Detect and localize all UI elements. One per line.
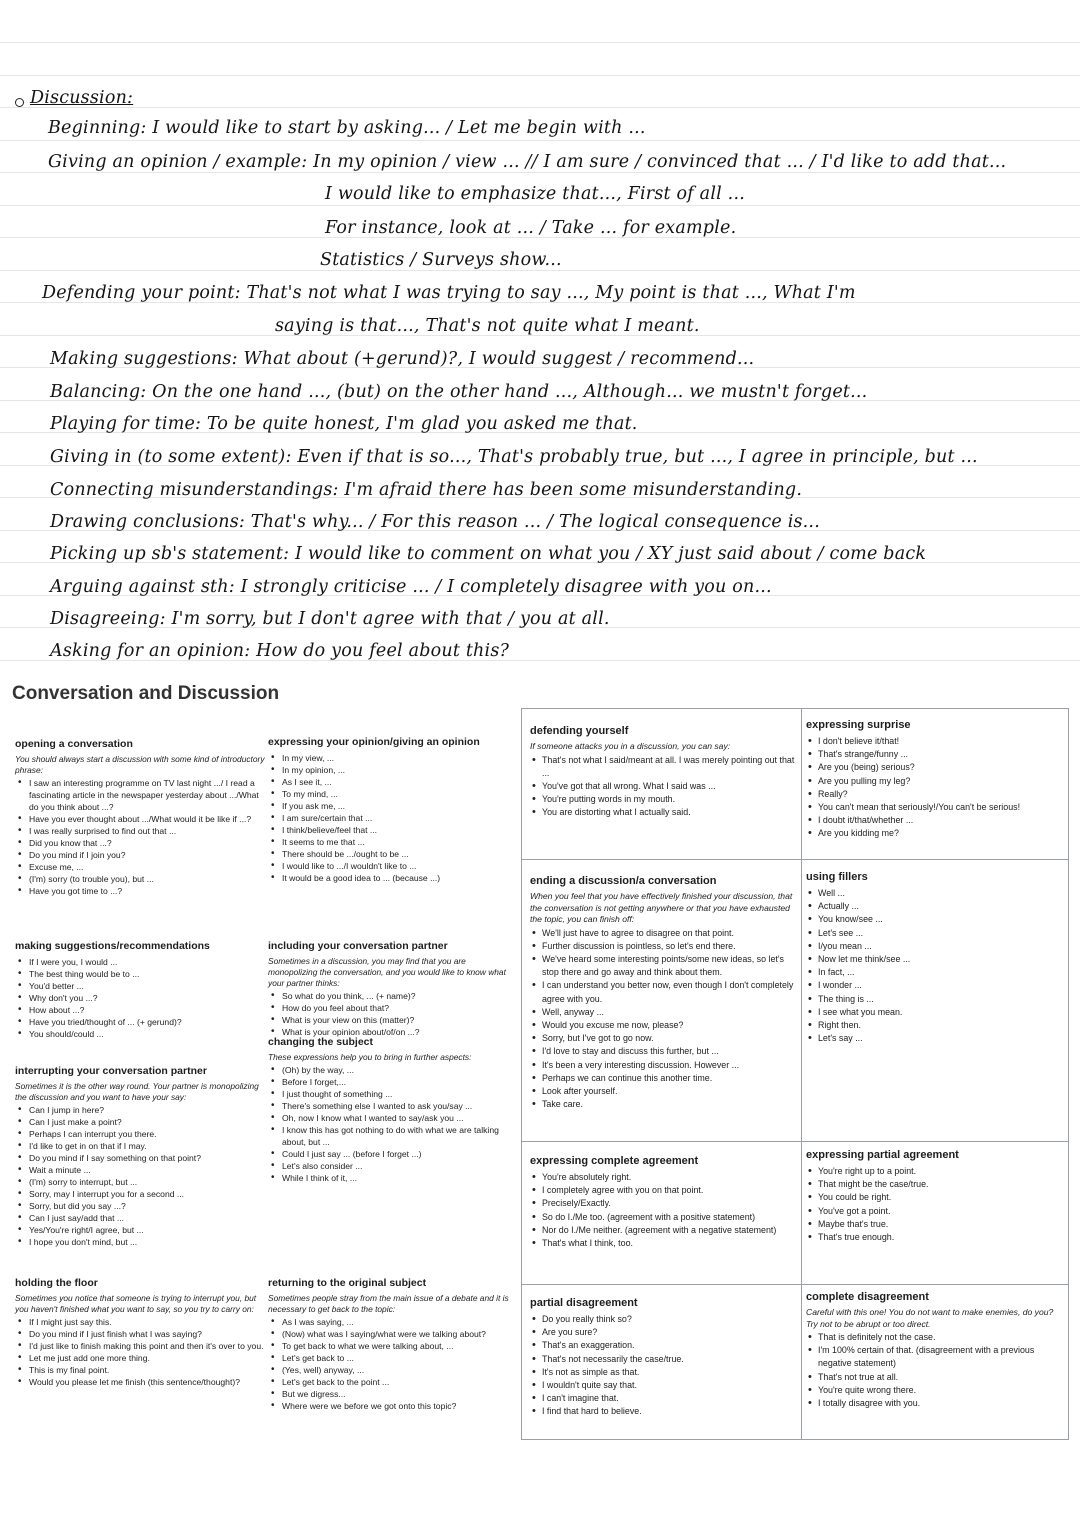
section-intro: If someone attacks you in a discussion, you can say:	[530, 741, 731, 751]
note-text: To be quite honest, I'm glad you asked me that.	[206, 414, 638, 434]
section-title: opening a conversation	[15, 738, 133, 750]
phrase-item: • What is your view on this (matter)?	[282, 1014, 516, 1026]
phrase-item: • Excuse me, ...	[29, 861, 265, 873]
phrase-item: • Why don't you ...?	[29, 992, 265, 1004]
section-intro: Careful with this one! You do not want to make enemies, do you? Try not to be abrupt or too direct.	[806, 1307, 1054, 1329]
section-holding	[15, 1277, 268, 1388]
section-changing	[268, 1036, 516, 1184]
note-line	[50, 414, 638, 434]
phrase-item: • Perhaps we can continue this another time.	[542, 1072, 796, 1085]
ruled-line	[0, 75, 1080, 76]
section-title: interrupting your conversation partner	[15, 1065, 207, 1077]
phrase-item: • You're putting words in my mouth.	[542, 793, 796, 806]
note-label: Giving in (to some extent):	[50, 447, 292, 467]
note-line	[50, 382, 867, 402]
phrase-item: • But we digress...	[282, 1388, 516, 1400]
note-line	[50, 480, 802, 500]
phrase-item: • Did you know that ...?	[29, 837, 265, 849]
phrase-item: • That's not what I said/meant at all. I was merely pointing out that ...	[542, 754, 796, 780]
ruled-line	[0, 172, 1080, 173]
bullet-dot-icon	[15, 98, 24, 107]
phrase-item: • That's an exaggeration.	[542, 1339, 796, 1352]
phrase-item: • Sorry, but did you say ...?	[29, 1200, 265, 1212]
phrase-item: • How do you feel about that?	[282, 1002, 516, 1014]
note-text: Statistics / Surveys show...	[320, 250, 562, 270]
phrase-item: • Wait a minute ...	[29, 1164, 265, 1176]
phrase-item: • Let's also consider ...	[282, 1160, 516, 1172]
phrase-item: • Where were we before we got onto this topic?	[282, 1400, 516, 1412]
notes-heading: Discussion:	[30, 88, 134, 108]
phrase-item: • In my view, ...	[282, 752, 516, 764]
phrase-item: • While I think of it, ...	[282, 1172, 516, 1184]
phrase-item: • If I might just say this.	[29, 1316, 268, 1328]
phrase-item: • In fact, ...	[818, 966, 1064, 979]
phrase-item: • It seems to me that ...	[282, 836, 516, 848]
section-opening	[15, 738, 265, 897]
note-text: I would like to emphasize that..., First of all ...	[325, 184, 745, 204]
note-label: Balancing:	[50, 382, 147, 402]
section-intro: When you feel that you have effectively finished your discussion, that the conversation is not getting anywhere or that you have exhausted the topic, you can finish off:	[530, 891, 793, 924]
phrase-item: • You've got a point.	[818, 1205, 1064, 1218]
phrase-list	[530, 1171, 796, 1250]
phrase-list	[530, 1313, 796, 1419]
phrase-item: • I totally disagree with you.	[818, 1397, 1064, 1410]
phrase-item: • Let's say ...	[818, 1032, 1064, 1045]
phrase-list	[806, 735, 1064, 841]
phrase-item: • Right then.	[818, 1019, 1064, 1032]
section-partial-agreement	[806, 1149, 1064, 1244]
phrase-item: • It's not as simple as that.	[542, 1366, 796, 1379]
phrase-item: • I completely agree with you on that point.	[542, 1184, 796, 1197]
section-expressing-opinion	[268, 736, 516, 884]
phrase-item: • Can I just make a point?	[29, 1116, 265, 1128]
phrase-item: • We've heard some interesting points/some new ideas, so let's stop there and go away and think about them.	[542, 953, 796, 979]
phrase-item: • You've got that all wrong. What I said was ...	[542, 780, 796, 793]
section-complete-disagreement	[806, 1291, 1064, 1410]
ruled-line	[0, 270, 1080, 271]
note-text: I'm afraid there has been some misunderstanding.	[344, 480, 803, 500]
section-intro: You should always start a discussion with some kind of introductory phrase:	[15, 754, 265, 775]
section-including	[268, 940, 516, 1038]
note-text: That's not what I was trying to say ..., My point is that ..., What I'm	[246, 283, 856, 303]
phrase-item: • That's not necessarily the case/true.	[542, 1353, 796, 1366]
phrase-item: • Take care.	[542, 1098, 796, 1111]
section-defending	[530, 725, 796, 820]
phrase-item: • Well ...	[818, 887, 1064, 900]
section-intro: Sometimes in a discussion, you may find that you are monopolizing the conversation, and you would like to know what your partner thinks:	[268, 956, 506, 988]
phrase-item: • (Now) what was I saying/what were we talking about?	[282, 1328, 516, 1340]
note-label: Picking up sb's statement:	[50, 544, 290, 564]
phrase-item: • I was really surprised to find out that ...	[29, 825, 265, 837]
phrase-item: • Really?	[818, 788, 1064, 801]
phrase-list	[15, 777, 265, 897]
phrase-item: • Let's get back to ...	[282, 1352, 516, 1364]
phrase-item: • I just thought of something ...	[282, 1088, 516, 1100]
section-title: defending yourself	[530, 725, 629, 737]
phrase-item: • That's strange/funny ...	[818, 748, 1064, 761]
phrase-list	[530, 927, 796, 1112]
note-text: In my opinion / view ... // I am sure / convinced that ... / I'd like to add that...	[313, 152, 1007, 172]
phrase-item: • That's true enough.	[818, 1231, 1064, 1244]
phrase-item: • Well, anyway ...	[542, 1006, 796, 1019]
phrase-item: • (Oh) by the way, ...	[282, 1064, 516, 1076]
section-intro: Sometimes it is the other way round. Your partner is monopolizing the discussion and you want to have your say:	[15, 1081, 259, 1102]
phrase-item: • Do you mind if I say something on that point?	[29, 1152, 265, 1164]
note-line	[320, 250, 562, 270]
phrase-item: • How about ...?	[29, 1004, 265, 1016]
phrase-item: • You are distorting what I actually said.	[542, 806, 796, 819]
phrase-item: • Nor do I./Me neither. (agreement with a negative statement)	[542, 1224, 796, 1237]
section-title: expressing surprise	[806, 719, 911, 731]
phrase-item: • Sorry, but I've got to go now.	[542, 1032, 796, 1045]
phrase-list	[268, 1064, 516, 1184]
phrase-list	[268, 1316, 516, 1412]
phrase-item: • Do you mind if I join you?	[29, 849, 265, 861]
note-text: How do you feel about this?	[256, 641, 510, 661]
phrase-item: • I don't believe it/that!	[818, 735, 1064, 748]
phrase-item: • In my opinion, ...	[282, 764, 516, 776]
phrase-item: • I find that hard to believe.	[542, 1405, 796, 1418]
phrase-item: • That might be the case/true.	[818, 1178, 1064, 1191]
phrase-item: • Could I just say ... (before I forget ...)	[282, 1148, 516, 1160]
phrase-item: • Have you got time to ...?	[29, 885, 265, 897]
phrase-item: • (Yes, well) anyway, ...	[282, 1364, 516, 1376]
note-text: What about (+gerund)?, I would suggest / recommend...	[243, 349, 755, 369]
section-title: using fillers	[806, 871, 868, 883]
phrase-item: • I can understand you better now, even though I don't completely agree with you.	[542, 979, 796, 1005]
note-label: Making suggestions:	[50, 349, 238, 369]
phrase-item: • I'm 100% certain of that. (disagreement with a previous negative statement)	[818, 1344, 1064, 1370]
note-label: Playing for time:	[50, 414, 202, 434]
note-line	[50, 349, 754, 369]
section-title: expressing partial agreement	[806, 1149, 959, 1161]
note-label: Giving an opinion / example:	[48, 152, 308, 172]
note-label: Beginning:	[48, 118, 147, 138]
phrase-item: • Now let me think/see ...	[818, 953, 1064, 966]
section-complete-agreement	[530, 1155, 796, 1250]
phrase-item: • It would be a good idea to ... (because ...)	[282, 872, 516, 884]
phrase-item: • The thing is ...	[818, 993, 1064, 1006]
phrase-item: • To get back to what we were talking about, ...	[282, 1340, 516, 1352]
note-line	[50, 544, 926, 564]
section-fillers	[806, 871, 1064, 1045]
phrase-item: • You'd better ...	[29, 980, 265, 992]
section-title: expressing complete agreement	[530, 1155, 699, 1167]
phrase-list	[530, 754, 796, 820]
section-interrupting	[15, 1065, 265, 1248]
phrase-item: • I would like to .../I wouldn't like to ...	[282, 860, 516, 872]
phrase-item: • That is definitely not the case.	[818, 1331, 1064, 1344]
ruled-line	[0, 205, 1080, 206]
note-line	[275, 316, 700, 336]
phrase-item: • We'll just have to agree to disagree on that point.	[542, 927, 796, 940]
note-label: Connecting misunderstandings:	[50, 480, 339, 500]
phrase-item: • Actually ...	[818, 900, 1064, 913]
note-text: Even if that is so..., That's probably true, but ..., I agree in principle, but ...	[297, 447, 978, 467]
note-label: Defending your point:	[42, 283, 241, 303]
handwritten-notes	[0, 0, 1080, 680]
phrase-item: • So do I./Me too. (agreement with a positive statement)	[542, 1211, 796, 1224]
phrase-item: • I saw an interesting programme on TV last night .../ I read a fascinating article in the newspaper yesterday about .../What do you think about ...?	[29, 777, 265, 813]
phrase-item: • Have you tried/thought of ... (+ gerund)?	[29, 1016, 265, 1028]
phrase-item: • There should be .../ought to be ...	[282, 848, 516, 860]
note-line	[48, 152, 1006, 172]
phrase-item: • You're absolutely right.	[542, 1171, 796, 1184]
section-title: returning to the original subject	[268, 1277, 427, 1289]
phrase-item: • I wouldn't quite say that.	[542, 1379, 796, 1392]
phrase-item: • There's something else I wanted to ask you/say ...	[282, 1100, 516, 1112]
phrase-item: • If I were you, I would ...	[29, 956, 265, 968]
phrase-item: • Precisely/Exactly.	[542, 1197, 796, 1210]
phrase-item: • To my mind, ...	[282, 788, 516, 800]
note-line	[50, 447, 978, 467]
phrase-item: • I think/believe/feel that ...	[282, 824, 516, 836]
phrase-list	[268, 752, 516, 884]
phrase-item: • The best thing would be to ...	[29, 968, 265, 980]
divider	[522, 859, 1068, 860]
note-text: I would like to start by asking... / Let me begin with ...	[152, 118, 646, 138]
note-line	[50, 512, 820, 532]
section-title: changing the subject	[268, 1036, 374, 1048]
phrase-item: • Maybe that's true.	[818, 1218, 1064, 1231]
phrase-item: • As I see it, ...	[282, 776, 516, 788]
phrase-item: • It's been a very interesting discussion. However ...	[542, 1059, 796, 1072]
phrase-item: • You're quite wrong there.	[818, 1384, 1064, 1397]
phrase-list	[268, 990, 516, 1038]
section-intro: Sometimes people stray from the main issue of a debate and it is necessary to get back to the topic:	[268, 1293, 509, 1314]
note-text: On the one hand ..., (but) on the other hand ..., Although... we mustn't forget...	[152, 382, 868, 402]
phrase-item: • What is your opinion about/of/on ...?	[282, 1026, 516, 1038]
ruled-line	[0, 107, 1080, 108]
note-label: Arguing against sth:	[50, 577, 235, 597]
section-intro: Sometimes you notice that someone is trying to interrupt you, but you haven't finished what you want to say, so you try to carry on:	[15, 1293, 257, 1314]
note-text: I would like to comment on what you / XY just said about / come back	[294, 544, 927, 564]
note-line	[50, 641, 509, 661]
phrase-item: • I doubt it/that/whether ...	[818, 814, 1064, 827]
phrase-item: • You're right up to a point.	[818, 1165, 1064, 1178]
section-title: making suggestions/recommendations	[15, 940, 210, 952]
section-title: partial disagreement	[530, 1297, 638, 1309]
section-ending	[530, 875, 796, 1111]
phrase-item: • Do you mind if I just finish what I was saying?	[29, 1328, 268, 1340]
section-title: ending a discussion/a conversation	[530, 875, 717, 887]
phrase-item: • Let's see ...	[818, 927, 1064, 940]
note-label: Disagreeing:	[50, 609, 166, 629]
note-line	[50, 577, 772, 597]
section-returning	[268, 1277, 516, 1412]
phrase-item: • You could be right.	[818, 1191, 1064, 1204]
phrase-item: • (I'm) sorry (to trouble you), but ...	[29, 873, 265, 885]
phrase-item: • I can't imagine that.	[542, 1392, 796, 1405]
divider	[801, 709, 802, 1439]
phrase-item: • Are you kidding me?	[818, 827, 1064, 840]
section-title: complete disagreement	[806, 1291, 929, 1303]
section-title: holding the floor	[15, 1277, 98, 1289]
phrase-item: • Further discussion is pointless, so let's end there.	[542, 940, 796, 953]
note-line	[50, 609, 610, 629]
phrase-item: • That's what I think, too.	[542, 1237, 796, 1250]
phrase-item: • Do you really think so?	[542, 1313, 796, 1326]
phrase-item: • You should/could ...	[29, 1028, 265, 1040]
phrase-item: • That's not true at all.	[818, 1371, 1064, 1384]
phrase-item: • Are you sure?	[542, 1326, 796, 1339]
phrase-item: • You can't mean that seriously!/You can't be serious!	[818, 801, 1064, 814]
ruled-line	[0, 42, 1080, 43]
note-label: Asking for an opinion:	[50, 641, 251, 661]
phrase-item: • Yes/You're right/I agree, but ...	[29, 1224, 265, 1236]
section-suggestions	[15, 940, 265, 1040]
note-line	[48, 118, 646, 138]
phrase-item: • If you ask me, ...	[282, 800, 516, 812]
phrase-list	[15, 1316, 268, 1388]
phrase-item: • So what do you think, ... (+ name)?	[282, 990, 516, 1002]
note-line	[325, 218, 736, 238]
sheet-title: Conversation and Discussion	[12, 683, 280, 704]
right-box	[521, 708, 1069, 1440]
phrase-item: • Oh, now I know what I wanted to say/ask you ...	[282, 1112, 516, 1124]
phrase-item: • Are you pulling my leg?	[818, 775, 1064, 788]
section-partial-disagreement	[530, 1297, 796, 1419]
phrase-list	[15, 956, 265, 1040]
phrase-item: • I/you mean ...	[818, 940, 1064, 953]
phrase-item: • Can I just say/add that ...	[29, 1212, 265, 1224]
note-line	[325, 184, 745, 204]
phrase-item: • I am sure/certain that ...	[282, 812, 516, 824]
phrase-item: • I'd love to stay and discuss this further, but ...	[542, 1045, 796, 1058]
phrase-item: • I'd like to get in on that if I may.	[29, 1140, 265, 1152]
ruled-line	[0, 140, 1080, 141]
note-label: Drawing conclusions:	[50, 512, 245, 532]
phrase-item: • (I'm) sorry to interrupt, but ...	[29, 1176, 265, 1188]
phrase-item: • I hope you don't mind, but ...	[29, 1236, 265, 1248]
phrase-item: • I'd just like to finish making this point and then it's over to you.	[29, 1340, 268, 1352]
phrase-item: • Can I jump in here?	[29, 1104, 265, 1116]
phrase-item: • I know this has got nothing to do with what we are talking about, but ...	[282, 1124, 516, 1148]
phrase-item: • As I was saying, ...	[282, 1316, 516, 1328]
note-text: saying is that..., That's not quite what I meant.	[275, 316, 700, 336]
phrase-item: • You know/see ...	[818, 913, 1064, 926]
phrase-item: • Would you please let me finish (this sentence/thought)?	[29, 1376, 268, 1388]
note-text: That's why... / For this reason ... / The logical consequence is...	[250, 512, 820, 532]
phrase-item: • I wonder ...	[818, 979, 1064, 992]
phrase-list	[806, 887, 1064, 1045]
phrase-item: • Sorry, may I interrupt you for a second ...	[29, 1188, 265, 1200]
phrase-item: • Would you excuse me now, please?	[542, 1019, 796, 1032]
phrase-item: • This is my final point.	[29, 1364, 268, 1376]
divider	[522, 1141, 1068, 1142]
phrase-item: • Perhaps I can interrupt you there.	[29, 1128, 265, 1140]
phrase-list	[15, 1104, 265, 1248]
phrase-list	[806, 1165, 1064, 1244]
phrase-item: • Have you ever thought about .../What would it be like if ...?	[29, 813, 265, 825]
section-title: including your conversation partner	[268, 940, 448, 952]
section-title: expressing your opinion/giving an opinion	[268, 736, 480, 748]
phrase-item: • Look after yourself.	[542, 1085, 796, 1098]
note-text: I'm sorry, but I don't agree with that / you at all.	[171, 609, 610, 629]
note-text: I strongly criticise ... / I completely disagree with you on...	[240, 577, 772, 597]
phrase-item: • Let's get back to the point ...	[282, 1376, 516, 1388]
note-text: For instance, look at ... / Take ... for example.	[325, 218, 737, 238]
divider	[522, 1284, 1068, 1285]
phrase-item: • I see what you mean.	[818, 1006, 1064, 1019]
section-intro: These expressions help you to bring in further aspects:	[268, 1052, 472, 1062]
phrase-item: • Are you (being) serious?	[818, 761, 1064, 774]
phrase-item: • Before I forget,...	[282, 1076, 516, 1088]
section-surprise	[806, 719, 1064, 841]
note-line	[42, 283, 856, 303]
phrase-item: • Let me just add one more thing.	[29, 1352, 268, 1364]
phrase-list	[806, 1331, 1064, 1410]
